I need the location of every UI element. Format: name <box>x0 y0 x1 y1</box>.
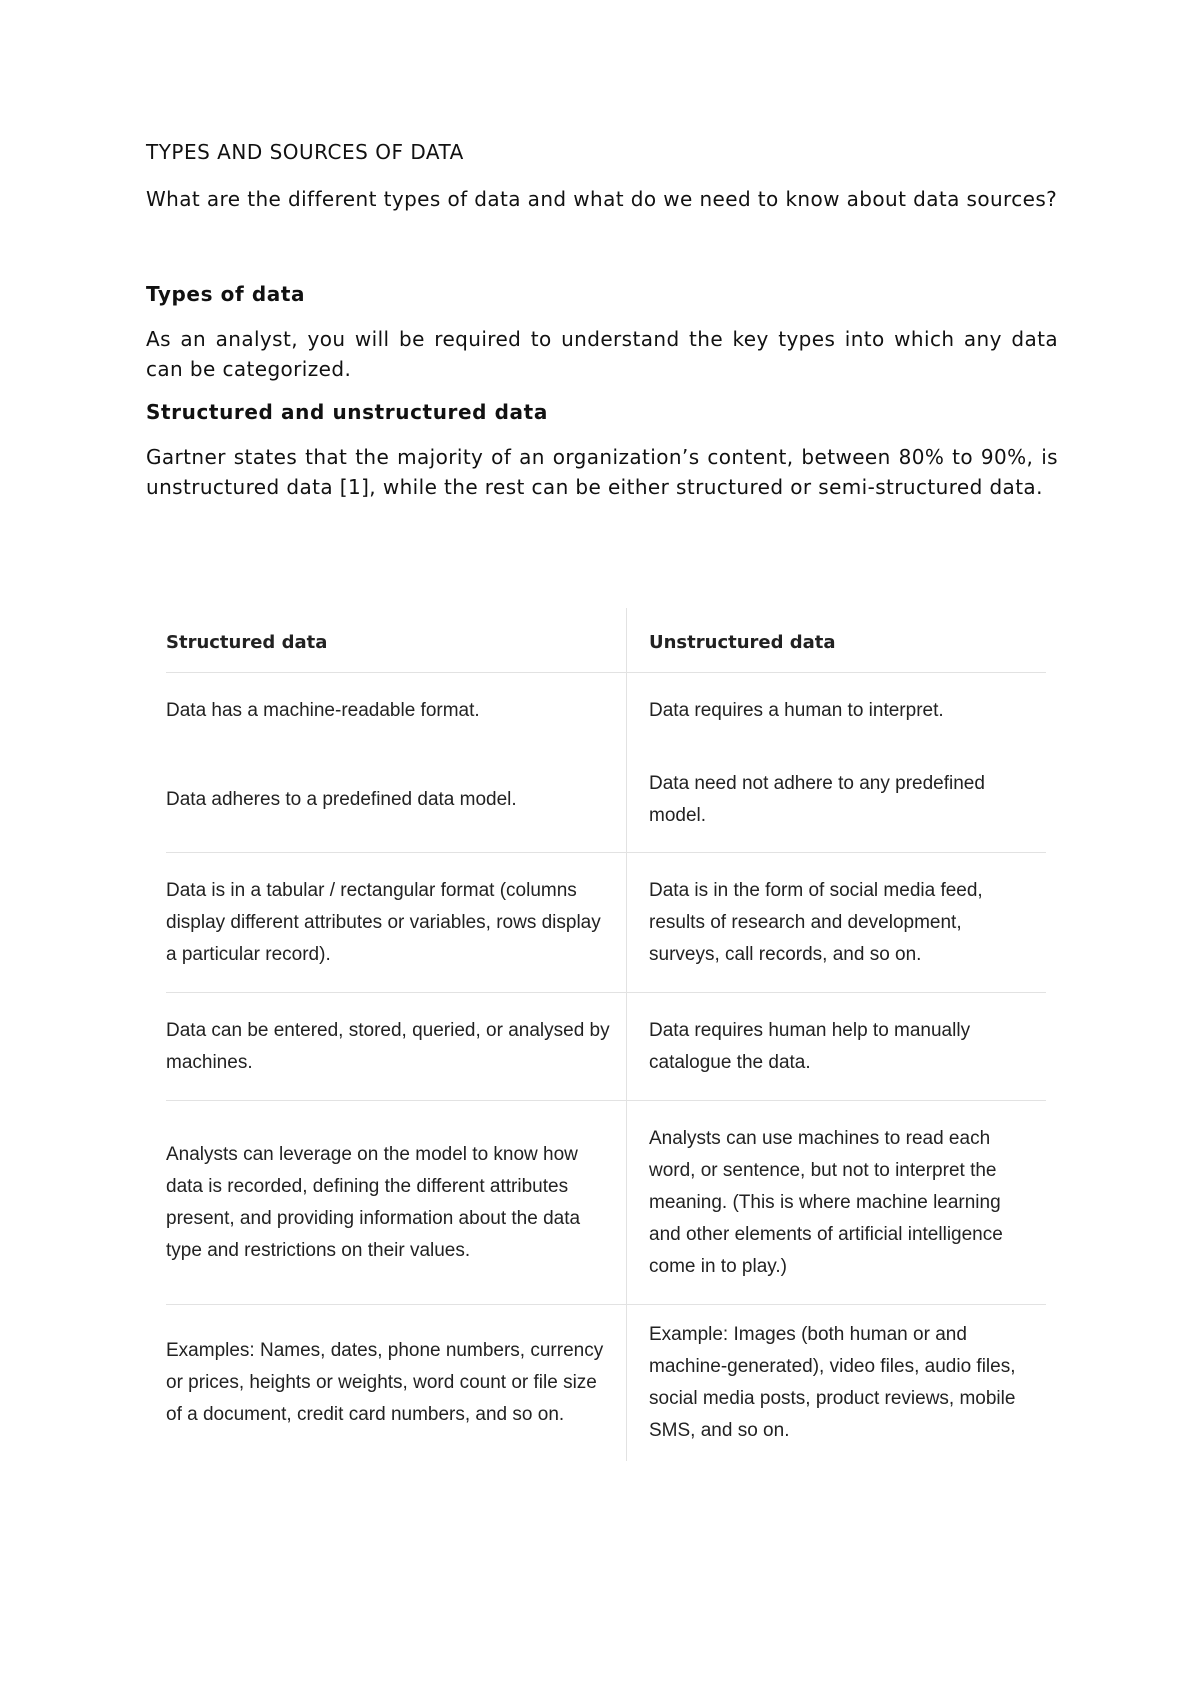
cell-unstructured: Data requires human help to manually catalogue the data. <box>627 993 1047 1101</box>
table-row <box>166 853 1046 993</box>
subsection-paragraph: Gartner states that the majority of an organization’s content, between 80% to 90%, is unstructured data [1], while the rest can be either structured or semi-structured data. <box>146 445 1058 499</box>
header-structured: Structured data <box>166 608 627 673</box>
cell-unstructured: Data need not adhere to any predefined model. <box>627 749 1047 853</box>
cell-structured: Data adheres to a predefined data model. <box>166 749 627 853</box>
subsection-heading: Structured and unstructured data <box>146 400 548 424</box>
cell-structured: Analysts can leverage on the model to know how data is recorded, defining the different attributes present, and providing information about the data type and restrictions on their values. <box>166 1101 627 1305</box>
document-body <box>146 140 1058 522</box>
page-title: TYPES AND SOURCES OF DATA <box>146 140 464 164</box>
section-heading: Types of data <box>146 282 306 306</box>
table-row <box>166 673 1046 749</box>
cell-unstructured: Data requires a human to interpret. <box>649 699 944 721</box>
table-row <box>166 1101 1046 1305</box>
cell-unstructured: Data is in the form of social media feed, results of research and development, surveys, call records, and so on. <box>627 853 1047 993</box>
cell-structured: Data can be entered, stored, queried, or analysed by machines. <box>166 993 627 1101</box>
cell-structured: Data has a machine-readable format. <box>166 673 627 749</box>
section-paragraph: As an analyst, you will be required to understand the key types into which any data can be categorized. <box>146 327 1058 381</box>
table-row <box>166 993 1046 1101</box>
header-unstructured: Unstructured data <box>627 608 1047 673</box>
cell-structured: Data is in a tabular / rectangular format (columns display different attributes or variables, rows display a particular record). <box>166 853 627 993</box>
table-row <box>166 749 1046 853</box>
cell-unstructured: Example: Images (both human or and machine-generated), video files, audio files, social media posts, product reviews, mobile SMS, and so on. <box>649 1323 1016 1441</box>
comparison-table <box>166 608 1046 1461</box>
cell-unstructured: Analysts can use machines to read each word, or sentence, but not to interpret the meaning. (This is where machine learning and other elements of artificial intelligence come in to play.) <box>627 1101 1047 1305</box>
cell-structured: Examples: Names, dates, phone numbers, currency or prices, heights or weights, word count or file size of a document, credit card numbers, and so on. <box>166 1305 627 1461</box>
intro-paragraph: What are the different types of data and what do we need to know about data sources? <box>146 187 1058 211</box>
table-row <box>166 1305 1046 1461</box>
table-header-row <box>166 608 1046 673</box>
